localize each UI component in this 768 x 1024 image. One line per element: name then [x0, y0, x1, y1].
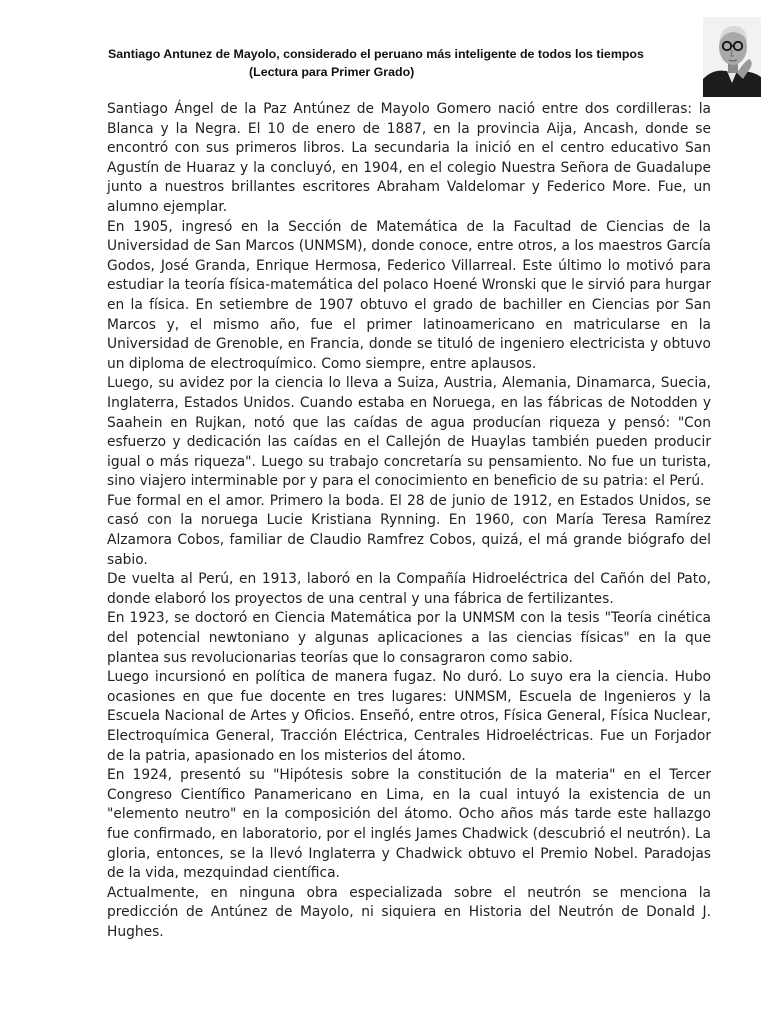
paragraph-university: En 1905, ingresó en la Sección de Matemática de la Facultad de Ciencias de la Universidad de San Marcos (UNMSM), donde conoce, entre otros, a los maestros García Godos, José Granda, Enrique Hermosa, Federico Villarreal. Este último lo motivó para estudiar la teoría física-matemática del polaco Hoené Wronski que le sirvió para hurgar en la física. En setiembre de 1907 obtuvo el grado de bachiller en Ciencias por San Marcos y, el mismo año, fue el primer latinoamericano en matricularse en la Universidad de Grenoble, en Francia, donde se tituló de ingeniero electricista y obtuvo un diploma de electroquímico. Como siempre, entre aplausos.	[107, 218, 711, 372]
paragraph-return: De vuelta al Perú, en 1913, laboró en la Compañía Hidroeléctrica del Cañón del Pato, donde elaboró los proyectos de una central y una fábrica de fertilizantes.	[107, 571, 711, 607]
paragraph-hypothesis: En 1924, presentó su "Hipótesis sobre la constitución de la materia" en el Tercer Congreso Científico Panamericano en Lima, en la cual intuyó la existencia de un "elemento neutro" en la composición del átomo. Ocho años más tarde este hallazgo fue confirmado, en laboratorio, por el inglés James Chadwick (descubrió el neutrón). La gloria, entonces, se la llevó Inglaterra y Chadwick obtuvo el Premio Nobel. Paradojas de la vida, mezquindad científica.	[107, 767, 711, 882]
paragraph-teaching: Luego incursionó en política de manera fugaz. No duró. Lo suyo era la ciencia. Hubo ocasiones en que fue docente en tres lugares: UNMSM, Escuela de Ingenieros y la Escuela Nacional de Artes y Oficios. Enseñó, entre otros, Física General, Física Nuclear, Electroquímica General, Tracción Eléctrica, Centrales Hidroeléctricas. Fue un Forjador de la patria, apasionado en los misterios del átomo.	[107, 669, 711, 764]
document-title: Santiago Antunez de Mayolo, considerado el peruano más inteligente de todos los tiempos	[108, 47, 644, 61]
paragraph-birth: Santiago Ángel de la Paz Antúnez de Mayolo Gomero nació entre dos cordilleras: la Blanca y la Negra. El 10 de enero de 1887, en la provincia Aija, Ancash, donde se encontró con sus primeros libros. La secundaria la inició en el centro educativo San Agustín de Huaraz y la concluyó, en 1904, en el colegio Nuestra Señora de Guadalupe junto a nuestros brillantes escritores Abraham Valdelomar y Federico More. Fue, un alumno ejemplar.	[107, 101, 711, 215]
document-body	[107, 100, 711, 943]
paragraph-doctorate: En 1923, se doctoró en Ciencia Matemática por la UNMSM con la tesis "Teoría cinética del potencial newtoniano y algunas aplicaciones a las ciencias físicas" en la que plantea sus revolucionarias teorías que lo consagraron como sabio.	[107, 610, 711, 666]
paragraph-today: Actualmente, en ninguna obra especializada sobre el neutrón se menciona la predicción de Antúnez de Mayolo, ni siquiera en Historia del Neutrón de Donald J. Hughes.	[107, 884, 711, 940]
document-subtitle: (Lectura para Primer Grado)	[249, 65, 415, 79]
paragraph-marriage: Fue formal en el amor. Primero la boda. El 28 de junio de 1912, en Estados Unidos, se casó con la noruega Lucie Kristiana Rynning. En 1960, con María Teresa Ramírez Alzamora Cobos, familiar de Claudio Ramfrez Cobos, quizá, el má grande biógrafo del sabio.	[107, 492, 711, 568]
portrait-photo-icon	[703, 17, 761, 97]
paragraph-travels: Luego, su avidez por la ciencia lo lleva a Suiza, Austria, Alemania, Dinamarca, Suecia, Inglaterra, Estados Unidos. Cuando estaba en Noruega, en las fábricas de Notodden y Saahein en Rujkan, notó que las caídas de agua producían riqueza y pensó: "Con esfuerzo y dedicación las caídas en el Callejón de Huaylas también pueden producir igual o más riqueza". Luego su trabajo concretaría su pensamiento. No fue un turista, sino viajero interminable por y para el conocimiento en beneficio de su patria: el Perú.	[107, 375, 711, 490]
document-header	[108, 45, 708, 81]
